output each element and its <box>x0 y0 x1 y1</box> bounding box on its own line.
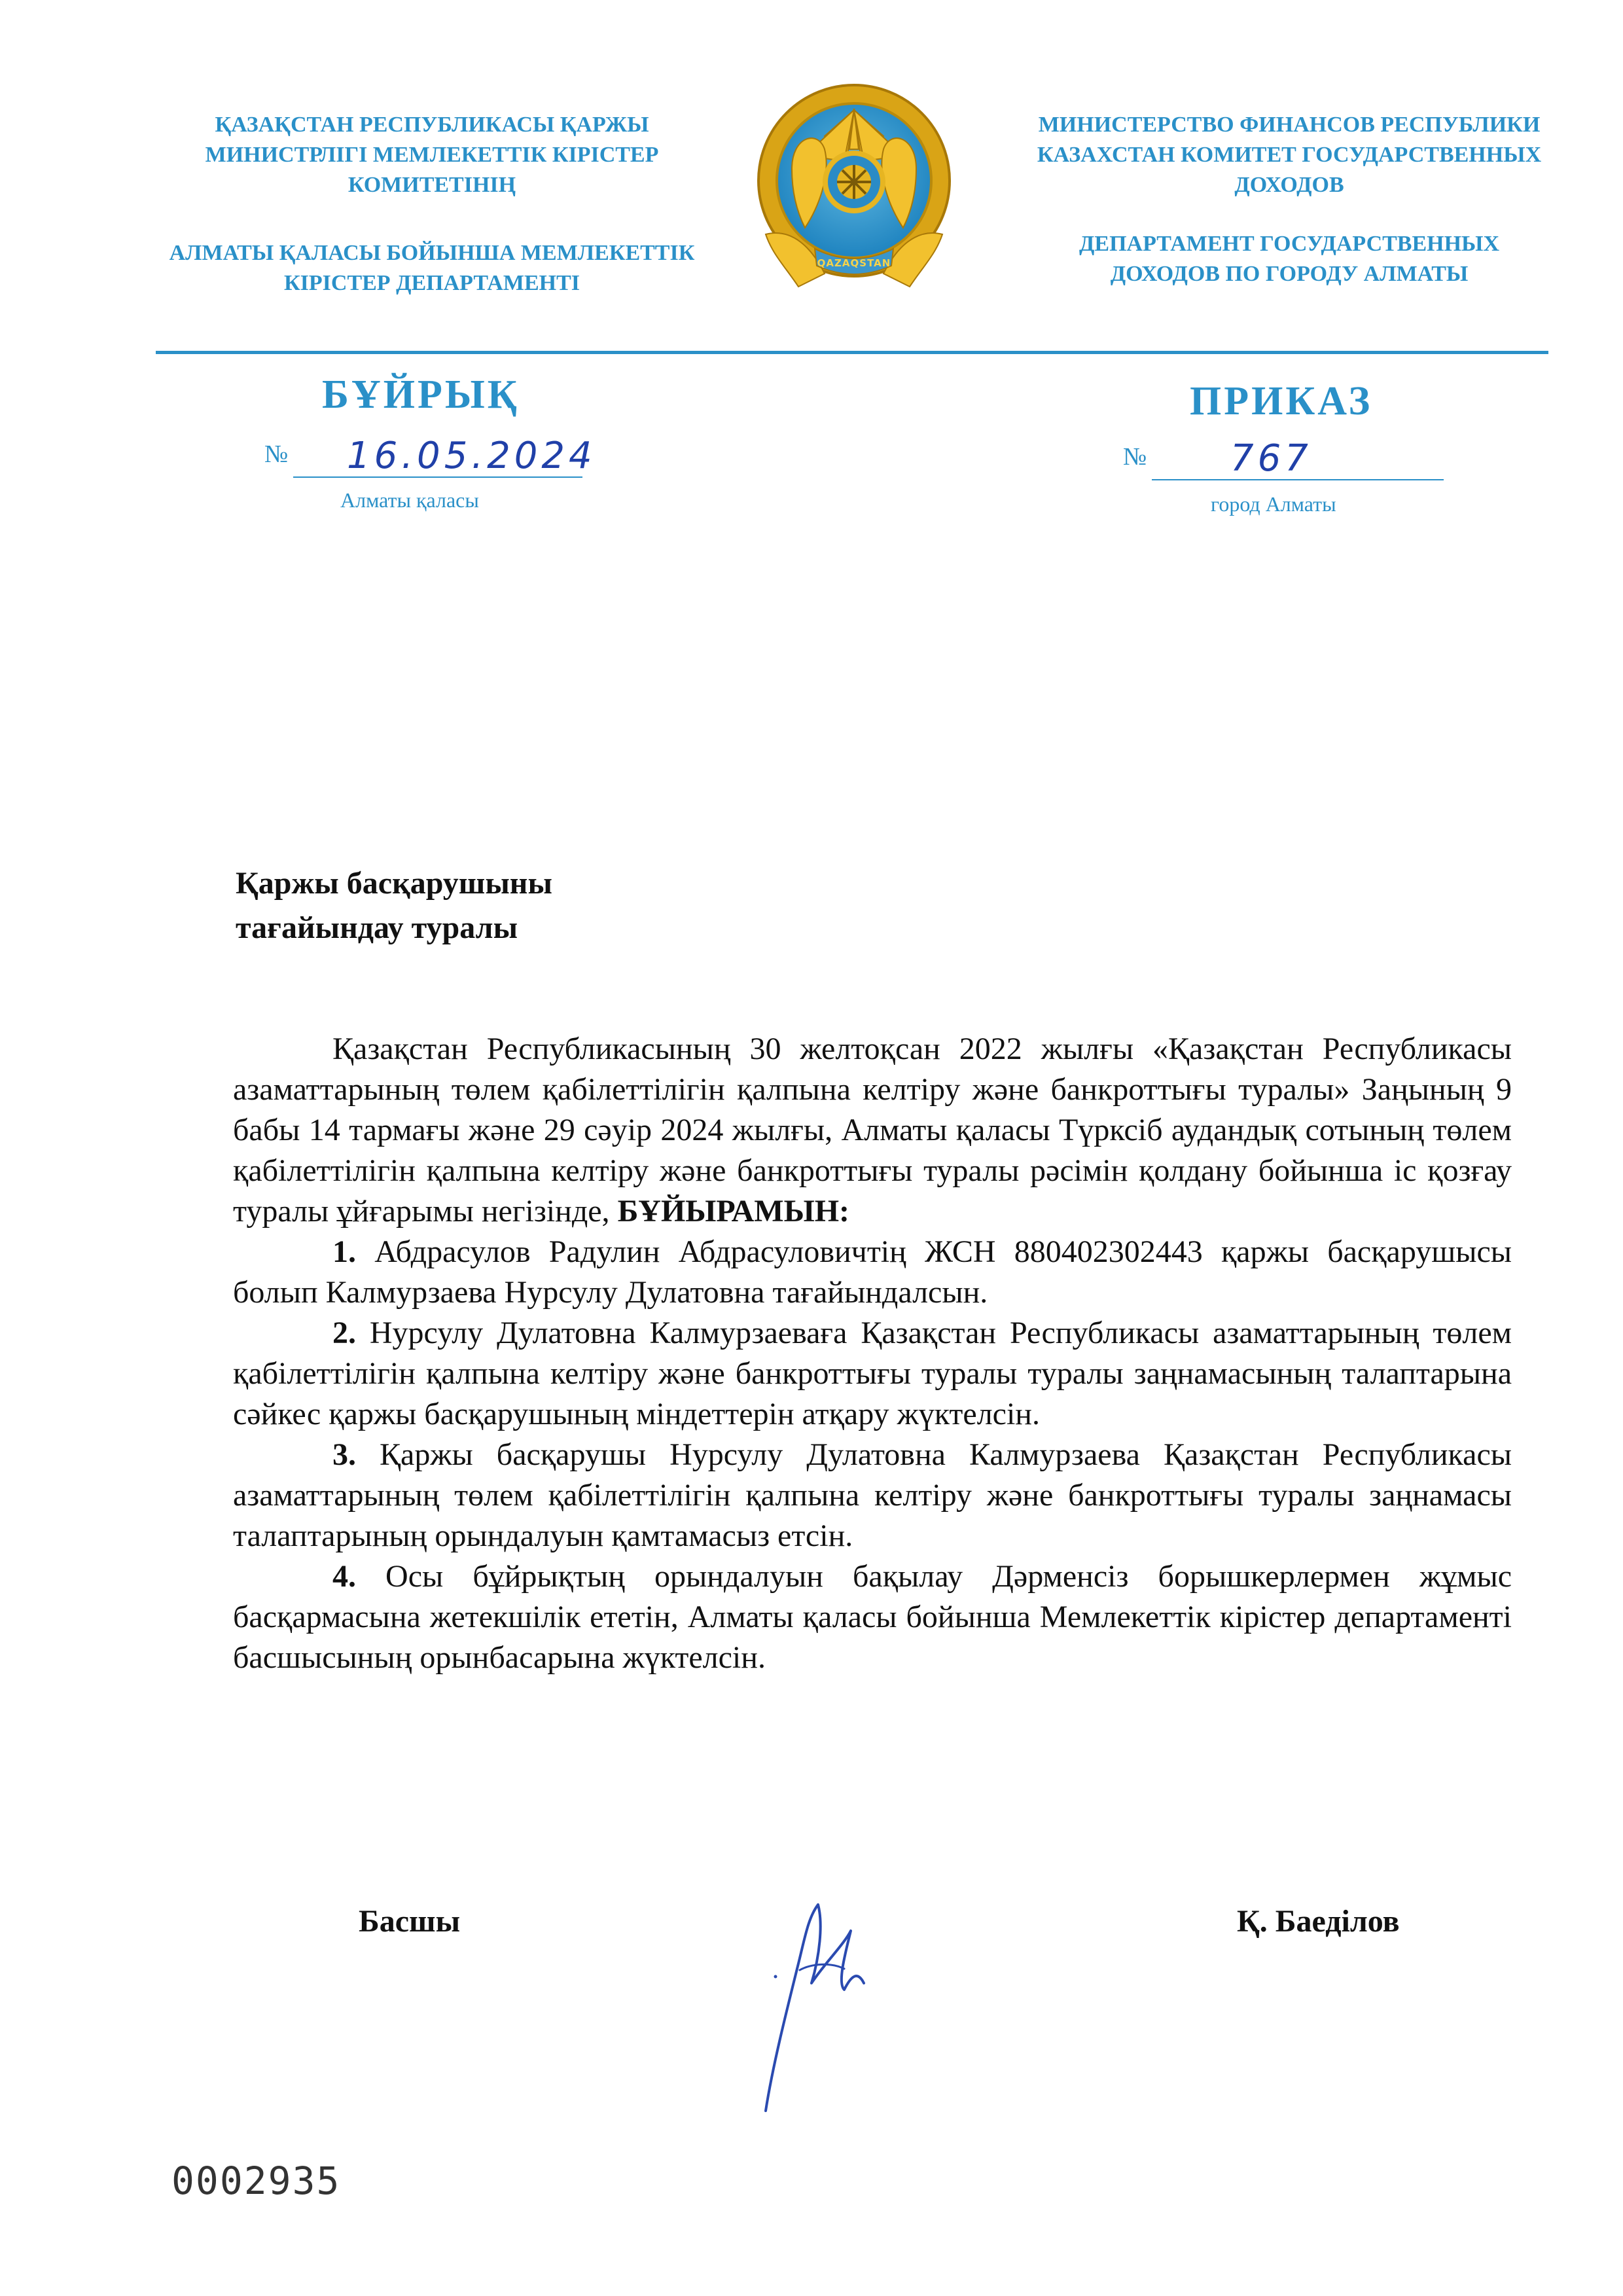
subject-line-2: тағайындау туралы <box>236 910 518 945</box>
order-word: БҰЙЫРАМЫН: <box>617 1194 850 1229</box>
handwritten-date: 16.05.2024 <box>347 435 596 477</box>
order-subject <box>236 861 552 950</box>
preamble-text: Қазақстан Республикасының 30 желтоқсан 2022 жылғы «Қазақстан Республикасы азаматтарының төлем қабілеттілігін қалпына келтіру және банкроттығы туралы» Заңының 9 бабы 14 тармағы және 29 сәуір 2024 жылғы, Алматы қаласы Түрксіб аудандық сотының төлем қабілеттілігін қалпына келтіру және банкроттығы туралы рәсімін қолдану бойынша іс қозғау туралы ұйғарымы негізінде, <box>233 1031 1512 1229</box>
header-ru-department: ДЕПАРТАМЕНТ ГОСУДАРСТВЕННЫХ ДОХОДОВ ПО ГОРОДУ АЛМАТЫ <box>1079 232 1499 286</box>
item-number: 1. <box>332 1234 356 1269</box>
number-sign-kz: № <box>264 440 289 468</box>
state-emblem-icon <box>753 77 955 293</box>
handwritten-order-number: 767 <box>1230 437 1312 480</box>
header-kz-department: АЛМАТЫ ҚАЛАСЫ БОЙЫНША МЕМЛЕКЕТТІК КІРІСТЕР ДЕПАРТАМЕНТІ <box>169 241 695 295</box>
item-number: 2. <box>332 1316 356 1350</box>
order-title-ru: ПРИКАЗ <box>1190 379 1373 423</box>
emblem-ribbon-text: QAZAQSTAN <box>817 257 891 269</box>
body-item <box>233 1232 1512 1313</box>
body-preamble <box>233 1029 1512 1232</box>
header-kz-organization: ҚАЗАҚСТАН РЕСПУБЛИКАСЫ ҚАРЖЫ МИНИСТРЛІГІ МЕМЛЕКЕТТІК КІРІСТЕР КОМИТЕТІНІҢ <box>205 113 659 197</box>
subject-line-1: Қаржы басқарушыны <box>236 866 552 901</box>
order-body <box>233 1029 1512 1678</box>
serial-number: 0002935 <box>171 2159 341 2203</box>
header-ru-organization: МИНИСТЕРСТВО ФИНАНСОВ РЕСПУБЛИКИ КАЗАХСТАН КОМИТЕТ ГОСУДАРСТВЕННЫХ ДОХОДОВ <box>1037 113 1542 197</box>
item-text: Нурсулу Дулатовна Калмурзаеваға Қазақстан Республикасы азаматтарының төлем қабілеттілігін қалпына келтіру және банкроттығы туралы туралы заңнамасының талаптарына сәйкес қаржы басқарушының міндеттерін атқару жүктелсін. <box>233 1316 1512 1431</box>
handwritten-signature <box>746 1885 916 2121</box>
item-text: Қаржы басқарушы Нурсулу Дулатовна Калмурзаева Қазақстан Республикасы азаматтарының төлем қабілеттілігін қалпына келтіру және банкроттығы туралы заңнамасы талаптарының орындалуын қамтамасыз етсін. <box>233 1437 1512 1553</box>
body-item <box>233 1556 1512 1678</box>
item-text: Осы бұйрықтың орындалуын бақылау Дәрменсіз борышкерлермен жұмыс басқармасына жетекшілік ететін, Алматы қаласы бойынша Мемлекеттік кірістер департаменті басшысының орынбасарына жүктелсін. <box>233 1559 1512 1675</box>
header-divider <box>156 351 1548 354</box>
item-number: 4. <box>332 1559 356 1594</box>
signatory-role: Басшы <box>359 1904 461 1939</box>
body-item <box>233 1435 1512 1556</box>
number-sign-ru: № <box>1123 443 1147 471</box>
city-label-ru: город Алматы <box>1211 492 1336 516</box>
city-label-kz: Алматы қаласы <box>340 488 479 512</box>
signatory-name: Қ. Баеділов <box>1237 1904 1400 1939</box>
body-item <box>233 1313 1512 1435</box>
order-title-kz: БҰЙРЫҚ <box>322 372 520 417</box>
item-text: Абдрасулов Радулин Абдрасуловичтің ЖСН 880402302443 қаржы басқарушысы болып Калмурзаева Нурсулу Дулатовна тағайындалсын. <box>233 1234 1512 1310</box>
item-number: 3. <box>332 1437 356 1472</box>
